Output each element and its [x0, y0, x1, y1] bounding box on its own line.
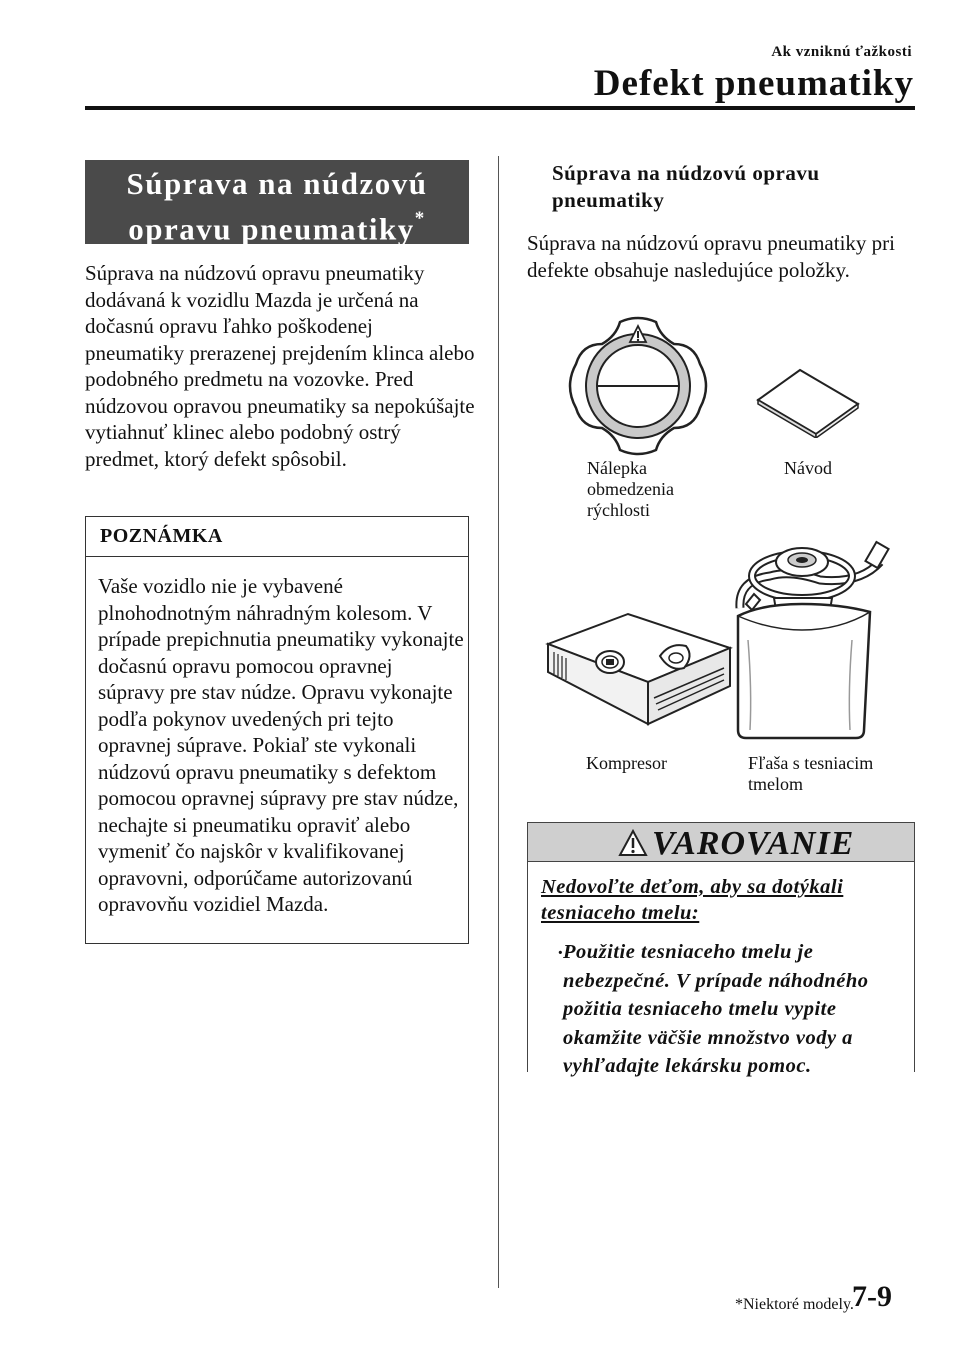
manual-illustration: [756, 368, 860, 438]
warning-item: Použitie tesniaceho tmelu je nebezpečné. V prípade náhodného požitia tesniaceho tmelu vypite okamžite väčšie množstvo vody a vyhľadajte lekársku pomoc.: [563, 941, 869, 1077]
warning-right-border: [914, 862, 915, 1072]
caption-sealant-bottle: Fľaša s tesniacim tmelom: [748, 753, 874, 794]
caption-manual: Návod: [784, 458, 832, 478]
warning-left-border: [527, 862, 528, 1072]
chapter-label: Ak vzniknú ťažkosti: [771, 44, 912, 60]
caption-compressor: Kompresor: [586, 753, 667, 773]
compressor-illustration: [544, 612, 734, 730]
column-divider: [498, 156, 499, 1288]
section-title: [85, 160, 469, 247]
header-rule: [85, 106, 915, 110]
warning-header: [527, 822, 915, 862]
section-title-line1: Súprava na núdzovú: [126, 166, 428, 201]
warning-title: VAROVANIE: [652, 825, 855, 862]
note-title: POZNÁMKA: [86, 517, 468, 557]
note-text: Vaše vozidlo nie je vybavené plnohodnotným náhradným kolesom. V prípade prepichnutia pneumatiky vykonajte dočasnú opravu pomocou opravnej súpravy pre stav núdze. Opravu vykonajte podľa pokynov uvedených pri tejto opravnej súprave. Pokiaľ ste vykonali núdzovú opravu pneumatiky s defektom pomocou opravnej súpravy pre stav núdze, nechajte si pneumatiku opraviť alebo vymeniť čo najskôr v kvalifikovanej opravovni, odporúčame autorizovanú opravovňu vozidiel Mazda.: [98, 574, 464, 916]
warning-triangle-icon: [618, 829, 648, 857]
note-box: [85, 516, 469, 944]
warning-heading: Nedovoľte deťom, aby sa dotýkali tesniaceho tmelu:: [541, 876, 844, 924]
intro-paragraph: Súprava na núdzovú opravu pneumatiky dodávaná k vozidlu Mazda je určená na dočasnú opravu ľahko poškodenej pneumatiky prerazenej prejdením klinca alebo podobného predmetu na vozovke. Pred núdzovou opravou pneumatiky sa nepokúšajte vytiahnuť klinec alebo podobný ostrý predmet, ktorý defekt spôsobil.: [85, 261, 475, 471]
warning-box: [527, 822, 915, 1077]
sealant-bottle-illustration: [730, 540, 892, 740]
warning-bullet: ·: [557, 942, 564, 964]
footnote-mark: *: [414, 208, 426, 229]
speed-limit-sticker-illustration: [558, 314, 718, 458]
footnote: *Niektoré modely.: [735, 1296, 854, 1313]
caption-sticker: Nálepka obmedzenia rýchlosti: [587, 458, 674, 520]
page-title: Defekt pneumatiky: [593, 63, 914, 104]
kit-intro: Súprava na núdzovú opravu pneumatiky pri defekte obsahuje nasledujúce položky.: [527, 231, 895, 282]
section-title-line2: opravu pneumatiky: [128, 211, 415, 247]
page-number: 7-9: [852, 1280, 892, 1313]
kit-subtitle: Súprava na núdzovú opravu pneumatiky: [552, 161, 820, 212]
